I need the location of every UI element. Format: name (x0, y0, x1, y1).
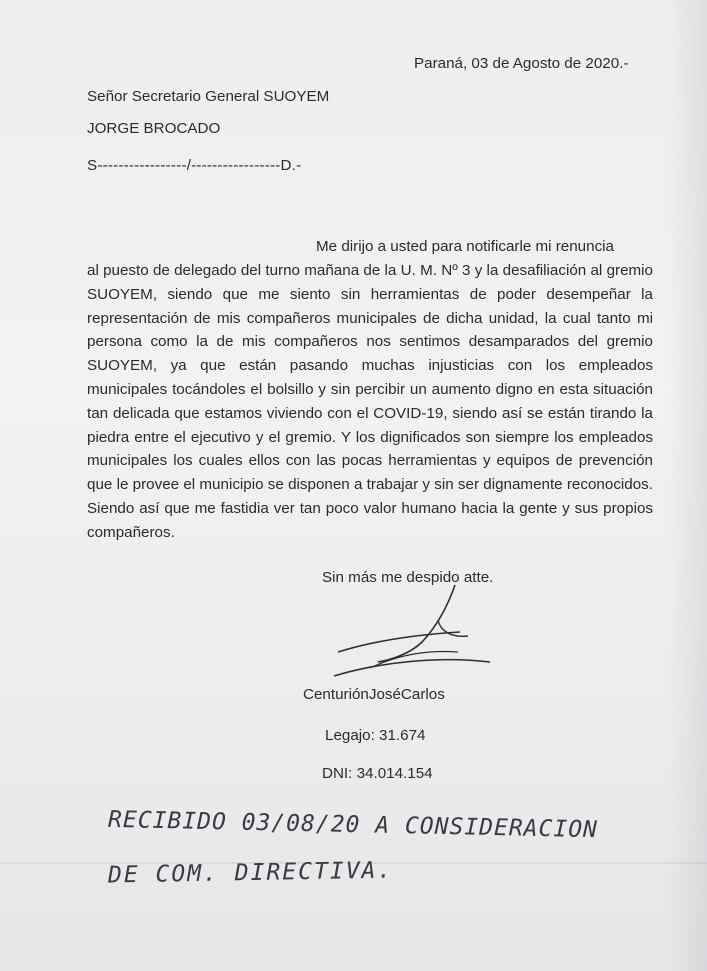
addressee-title: Señor Secretario General SUOYEM (87, 88, 330, 105)
legajo-number: Legajo: 31.674 (325, 727, 426, 744)
dni-number: DNI: 34.014.154 (322, 765, 433, 782)
body-paragraph: al puesto de delegado del turno mañana de la U. M. Nº 3 y la desafiliación al gremio SUOYEM, siendo que me siento sin herramientas de poder desempeñar la representación de mis compañeros municipales de dicha unidad, la cual tanto mi persona como la de mis compañeros nos sentimos desamparados del gremio SUOYEM, ya que están pasando muchas injusticias con los empleados municipales tocándoles el bolsillo y sin percibir un aumento digno en esta situación tan delicada que estamos viviendo con el COVID-19, siendo así se están tirando la piedra entre el ejecutivo y el gremio. Y los dignificados son siempre los empleados municipales los cuales ellos con las pocas herramientas y equipos de prevención que le provee el municipio se disponen a trabajar y sin ser dignamente reconocidos. Siendo así que me fastidia ver tan poco valor humano hacia la gente y sus propios compañeros. (87, 262, 653, 541)
salutation: S-----------------/-----------------D.- (87, 157, 302, 174)
addressee-name: JORGE BROCADO (87, 120, 221, 137)
handwritten-note-line2: DE COM. DIRECTIVA. (107, 857, 394, 889)
date-line: Paraná, 03 de Agosto de 2020.- (414, 55, 629, 72)
closing-line: Sin más me despido atte. (322, 569, 494, 586)
signer-name: CenturiónJoséCarlos (303, 686, 445, 703)
signature-icon (330, 580, 510, 690)
page-shadow (667, 0, 707, 971)
opening-line: Me dirijo a usted para notificarle mi renuncia (316, 238, 614, 255)
handwritten-note-line1: RECIBIDO 03/08/20 A CONSIDERACION (107, 806, 599, 844)
letter-body (87, 235, 653, 545)
